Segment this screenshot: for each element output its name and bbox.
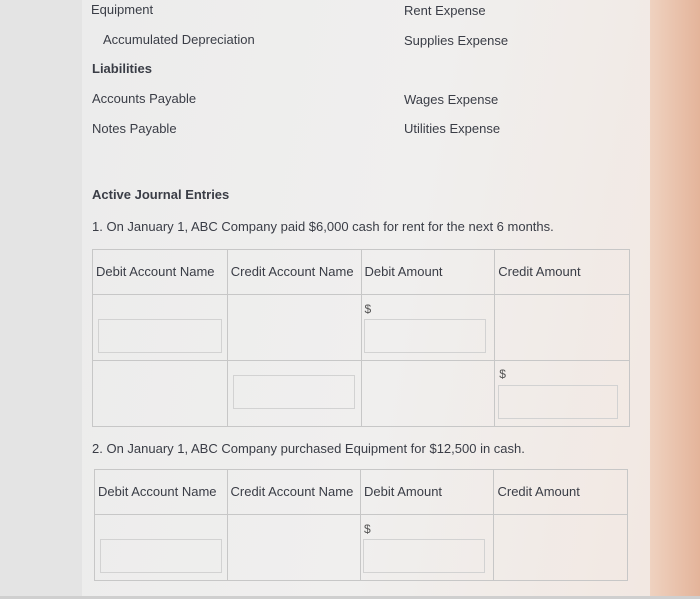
table-row	[95, 515, 628, 581]
account-accumulated-depreciation: Accumulated Depreciation	[103, 32, 255, 47]
table-header-row	[93, 250, 630, 295]
debit-account-select-cell[interactable]	[95, 515, 228, 581]
table-row	[93, 361, 630, 427]
debit-account-select[interactable]	[100, 539, 222, 573]
category-liabilities: Liabilities	[92, 61, 152, 76]
debit-account-cell-empty	[93, 361, 228, 427]
header-label: Credit Amount	[497, 484, 580, 499]
debit-amount-cell-empty	[361, 361, 495, 427]
header-debit-account-name	[93, 250, 228, 295]
right-margin	[650, 0, 700, 599]
header-label: Credit Account Name	[230, 264, 354, 279]
account-wages-expense: Wages Expense	[404, 92, 499, 107]
dollar-sign: $	[499, 367, 506, 381]
account-equipment: Equipment	[91, 2, 154, 17]
header-credit-account-name	[227, 470, 361, 515]
credit-amount-cell-empty	[494, 515, 628, 581]
credit-amount-cell-empty	[495, 295, 630, 361]
question-1: 1. On January 1, ABC Company paid $6,000 cash for rent for the next 6 months.	[92, 219, 554, 234]
credit-account-cell-empty	[227, 295, 361, 361]
credit-amount-cell[interactable]	[495, 361, 630, 427]
header-credit-account-name	[227, 250, 361, 295]
table-header-row	[95, 470, 628, 515]
account-supplies-expense: Supplies Expense	[404, 33, 509, 48]
credit-amount-input[interactable]	[498, 385, 618, 419]
account-utilities-expense: Utilities Expense	[404, 121, 501, 136]
header-debit-account-name	[95, 470, 228, 515]
question-2: 2. On January 1, ABC Company purchased Equipment for $12,500 in cash.	[92, 441, 525, 456]
header-label: Debit Amount	[364, 484, 443, 499]
header-label: Debit Account Name	[98, 484, 217, 499]
debit-account-select[interactable]	[98, 319, 222, 353]
debit-amount-cell[interactable]	[361, 515, 494, 581]
header-label: Debit Amount	[364, 264, 443, 279]
debit-amount-cell[interactable]	[361, 295, 495, 361]
dollar-sign: $	[364, 522, 371, 536]
credit-account-select-cell[interactable]	[227, 361, 361, 427]
left-margin	[0, 0, 82, 599]
table-row	[93, 295, 630, 361]
header-label: Debit Account Name	[96, 264, 215, 279]
header-debit-amount	[361, 250, 495, 295]
worksheet-page	[82, 0, 650, 596]
debit-amount-input[interactable]	[364, 319, 486, 353]
header-label: Credit Amount	[498, 264, 581, 279]
header-debit-amount	[361, 470, 494, 515]
account-notes-payable: Notes Payable	[92, 121, 177, 136]
section-title: Active Journal Entries	[92, 187, 230, 202]
header-credit-amount	[494, 470, 628, 515]
debit-amount-input[interactable]	[363, 539, 485, 573]
account-rent-expense: Rent Expense	[404, 3, 486, 18]
journal-table-2	[94, 469, 628, 581]
debit-account-select-cell[interactable]	[93, 295, 228, 361]
header-label: Credit Account Name	[230, 484, 354, 499]
credit-account-cell-empty	[227, 515, 361, 581]
journal-table-1	[92, 249, 630, 427]
account-accounts-payable: Accounts Payable	[92, 91, 197, 106]
credit-account-select[interactable]	[233, 375, 355, 409]
header-credit-amount	[495, 250, 630, 295]
dollar-sign: $	[364, 302, 372, 316]
